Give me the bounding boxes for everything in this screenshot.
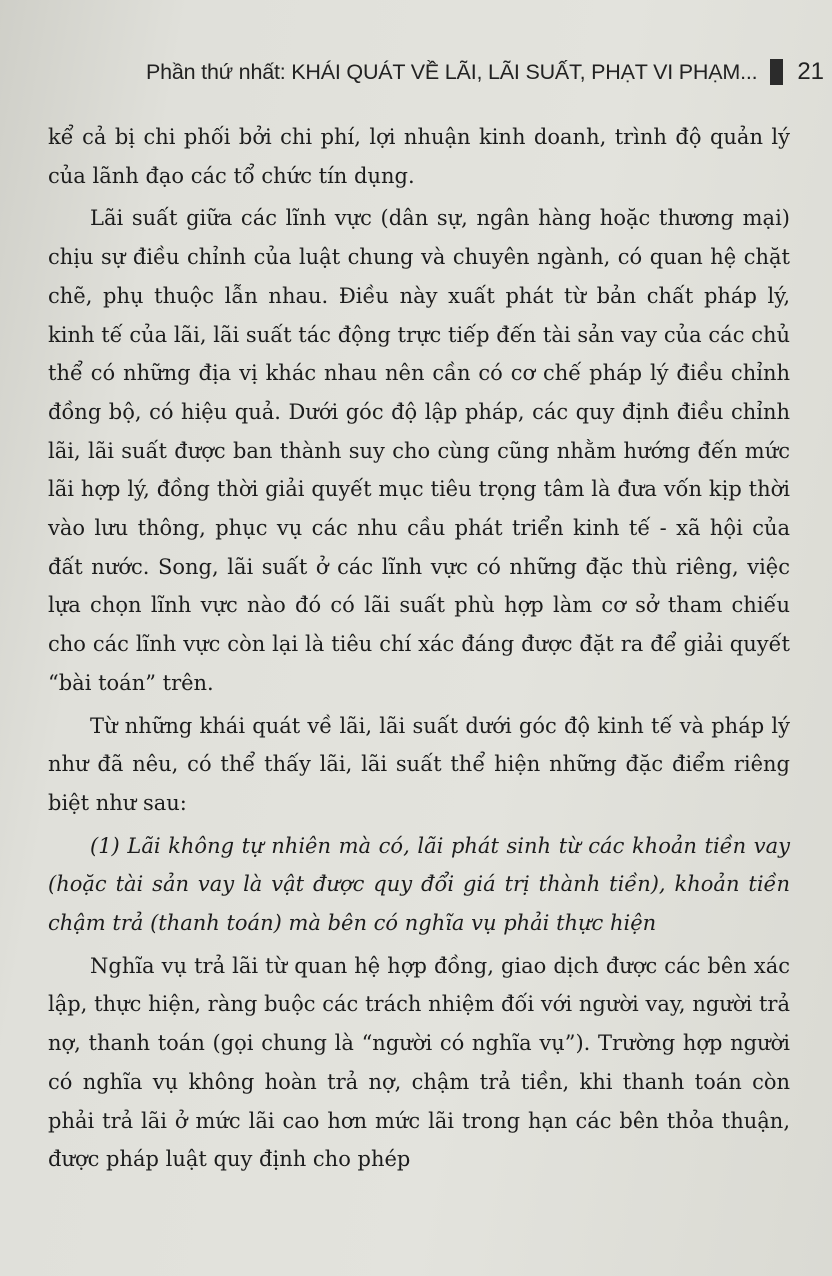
running-header [146, 52, 824, 92]
paragraph-characteristics-intro: Từ những khái quát về lãi, lãi suất dưới góc độ kinh tế và pháp lý như đã nêu, có thể thấy lãi, lãi suất thể hiện những đặc điểm riêng biệt như sau: [48, 713, 790, 815]
paragraph-continuation: kể cả bị chi phối bởi chi phí, lợi nhuận kinh doanh, trình độ quản lý của lãnh đạo các tổ chức tín dụng. [48, 125, 790, 188]
body-text [48, 118, 790, 1179]
paragraph-italic-heading-1: (1) Lãi không tự nhiên mà có, lãi phát sinh từ các khoản tiền vay (hoặc tài sản vay là vật được quy đổi giá trị thành tiền), khoản tiền chậm trả (thanh toán) mà bên có nghĩa vụ phải thực hiện [48, 833, 790, 936]
chapter-title: Phần thứ nhất: KHÁI QUÁT VỀ LÃI, LÃI SUẤT, PHẠT VI PHẠM... [146, 59, 758, 84]
paragraph-obligation: Nghĩa vụ trả lãi từ quan hệ hợp đồng, giao dịch được các bên xác lập, thực hiện, ràng buộc các trách nhiệm đối với người vay, người trả nợ, thanh toán (gọi chung là “người có nghĩa vụ”). Trường hợp người có nghĩa vụ không hoàn trả nợ, chậm trả tiền, khi thanh toán còn phải trả lãi ở mức lãi cao hơn mức lãi trong hạn các bên thỏa thuận, được pháp luật quy định cho phép [48, 953, 790, 1172]
paragraph-interest-rate-fields: Lãi suất giữa các lĩnh vực (dân sự, ngân hàng hoặc thương mại) chịu sự điều chỉnh của luật chung và chuyên ngành, có quan hệ chặt chẽ, phụ thuộc lẫn nhau. Điều này xuất phát từ bản chất pháp lý, kinh tế của lãi, lãi suất tác động trực tiếp đến tài sản vay của các chủ thể có những địa vị khác nhau nên cần có cơ chế pháp lý điều chỉnh đồng bộ, có hiệu quả. Dưới góc độ lập pháp, các quy định điều chỉnh lãi, lãi suất được ban thành suy cho cùng cũng nhằm hướng đến mức lãi hợp lý, đồng thời giải quyết mục tiêu trọng tâm là đưa vốn kịp thời vào lưu thông, phục vụ các nhu cầu phát triển kinh tế - xã hội của đất nước. Song, lãi suất ở các lĩnh vực có những đặc thù riêng, việc lựa chọn lĩnh vực nào đó có lãi suất phù hợp làm cơ sở tham chiếu cho các lĩnh vực còn lại là tiêu chí xác đáng được đặt ra để giải quyết “bài toán” trên. [48, 206, 790, 695]
page-number: 21 [797, 58, 824, 85]
header-separator-bar [770, 59, 783, 85]
